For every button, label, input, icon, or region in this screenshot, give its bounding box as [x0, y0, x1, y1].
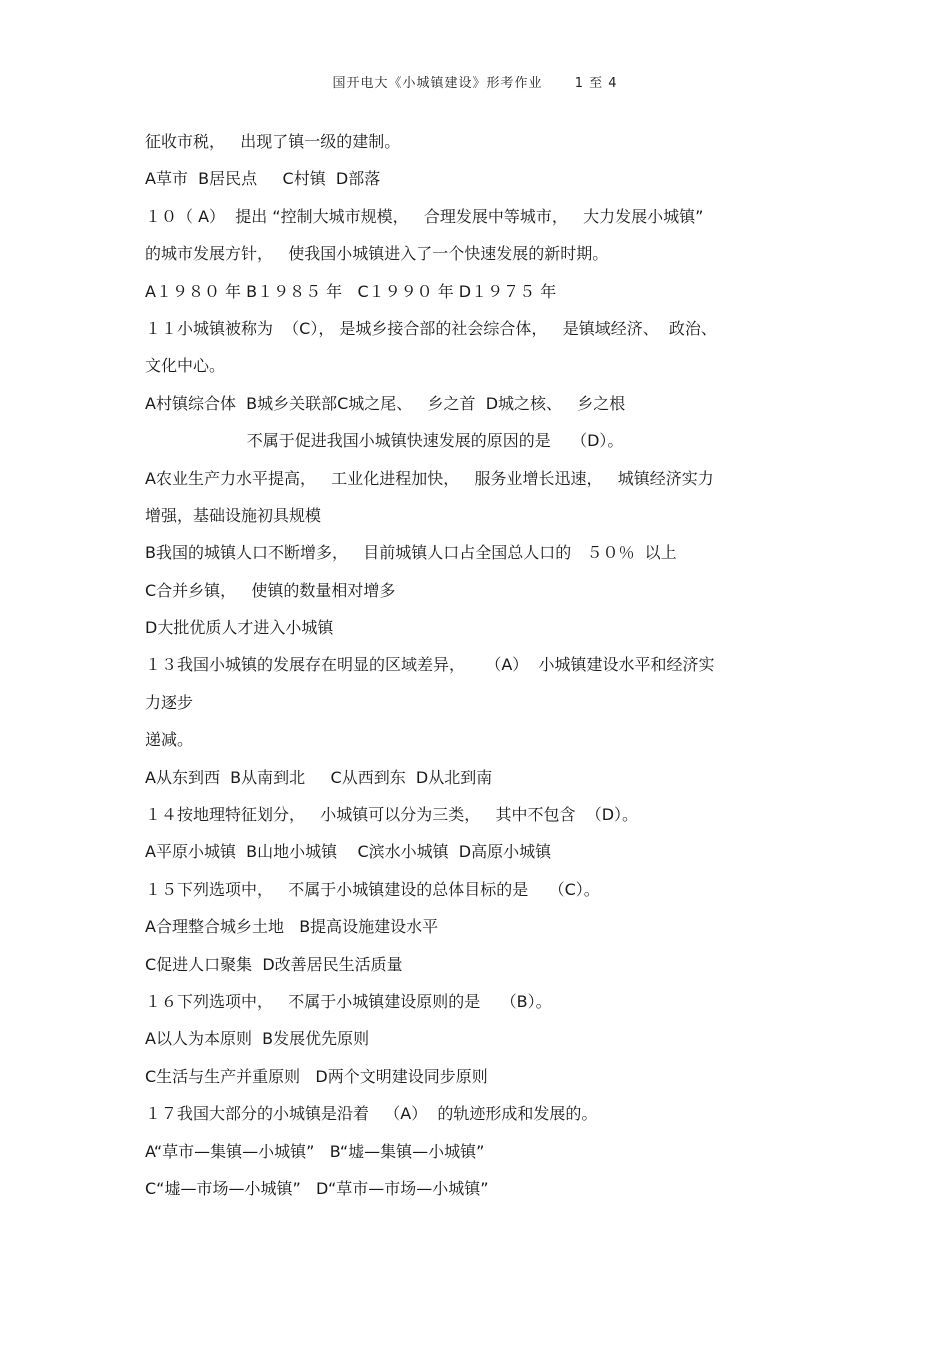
question-16: １６下列选项中， 不属于小城镇建设原则的是 （B）。 — [145, 991, 552, 1011]
answer-options: A草市 B居民点 C村镇 D部落 — [145, 169, 381, 189]
answer-options: C生活与生产并重原则 D两个文明建设同步原则 — [145, 1066, 488, 1086]
answer-options: C促进人口聚集 D改善居民生活质量 — [145, 954, 403, 974]
text-line: 力逐步 — [145, 692, 194, 712]
text-line: 增强，基础设施初具规模 — [145, 505, 322, 525]
answer-options: A村镇综合体 B城乡关联部C城之尾、 乡之首 D城之核、 乡之根 — [145, 393, 626, 413]
answer-option-d: D大批优质人才进入小城镇 — [145, 618, 334, 638]
text-line: 征收市税， 出现了镇一级的建制。 — [145, 132, 401, 151]
answer-option-b: B我国的城镇人口不断增多， 目前城镇人口占全国总人口的 ５０％ 以上 — [145, 543, 677, 563]
page-header — [0, 72, 950, 91]
answer-options: A“草市—集镇—小城镇” B“墟—集镇—小城镇” — [145, 1141, 485, 1161]
page-indicator: 1 至 4 — [574, 76, 618, 91]
question-15: １５下列选项中， 不属于小城镇建设的总体目标的是 （C）。 — [145, 879, 600, 899]
answer-options: A从东到西 B从南到北 C从西到东 D从北到南 — [145, 767, 493, 787]
question-10: １０（ A） 提出 “控制大城市规模， 合理发展中等城市， 大力发展小城镇” — [145, 206, 704, 226]
answer-options: A合理整合城乡土地 B提高设施建设水平 — [145, 917, 439, 937]
document-title: 国开电大《小城镇建设》形考作业 — [332, 76, 543, 91]
question-14: １４按地理特征划分， 小城镇可以分为三类， 其中不包含 （D）。 — [145, 805, 639, 825]
answer-option-a: A农业生产力水平提高， 工业化进程加快， 服务业增长迅速， 城镇经济实力 — [145, 468, 714, 488]
answer-options: A１９８０ 年 B１９８５ 年 C１９９０ 年 D１９７５ 年 — [145, 281, 557, 301]
answer-options: A平原小城镇 B山地小城镇 C滨水小城镇 D高原小城镇 — [145, 842, 552, 862]
question-17: １７我国大部分的小城镇是沿着 （A） 的轨迹形成和发展的。 — [145, 1104, 598, 1124]
question-11: １１小城镇被称为 （C）， 是城乡接合部的社会综合体， 是镇域经济、 政治、 — [145, 318, 717, 338]
question-13: １３我国小城镇的发展存在明显的区域差异， （A） 小城镇建设水平和经济实 — [145, 655, 715, 675]
text-line: 的城市发展方针， 使我国小城镇进入了一个快速发展的新时期。 — [145, 244, 609, 264]
text-line: 文化中心。 — [145, 356, 226, 376]
answer-option-c: C合并乡镇， 使镇的数量相对增多 — [145, 580, 396, 600]
document-body — [145, 123, 815, 1207]
answer-options: A以人为本原则 B发展优先原则 — [145, 1029, 370, 1049]
text-line: 递减。 — [145, 730, 194, 750]
answer-options: C“墟—市场—小城镇” D“草市—市场—小城镇” — [145, 1178, 489, 1198]
question-12: 不属于促进我国小城镇快速发展的原因的是 （D）。 — [145, 431, 624, 451]
